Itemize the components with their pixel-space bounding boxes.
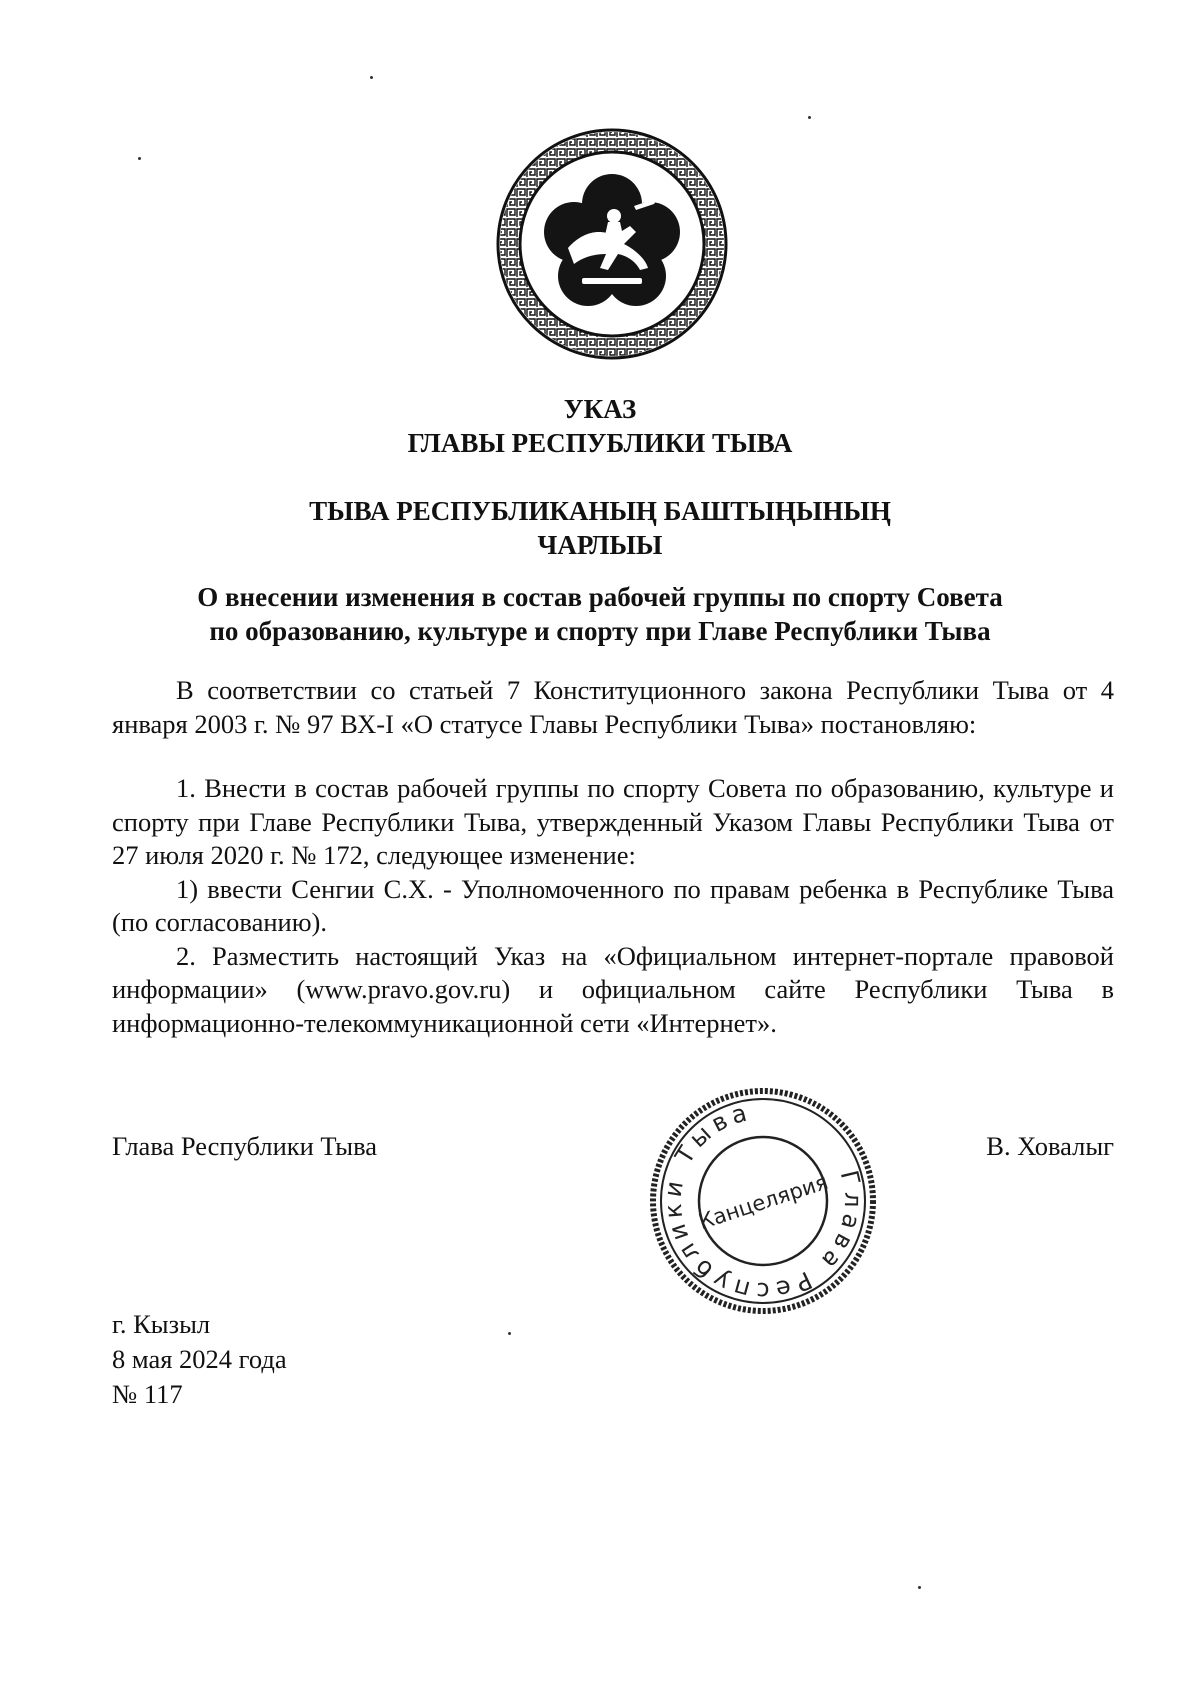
footer-date: 8 мая 2024 года [112, 1344, 287, 1374]
decree-header-tuvan [0, 494, 1200, 562]
signatory-name: В. Ховалыг [986, 1131, 1114, 1161]
scan-speck [508, 1332, 511, 1335]
intro-paragraph: В соответствии со статьей 7 Конституционного закона Республики Тыва от 4 января 2003 г. № 97 ВХ-I «О статусе Главы Республики Тыва» постановляю: [112, 675, 1114, 739]
scan-speck [370, 76, 373, 79]
scan-speck [138, 157, 141, 160]
header-tuvan-line2: ЧАРЛЫЫ [537, 530, 663, 560]
decree-header [0, 392, 1200, 460]
intro-paragraph-wrap [112, 674, 1114, 741]
stamp-center-text: Канцелярия [695, 1169, 831, 1235]
header-title: УКАЗ [563, 394, 637, 424]
tuva-emblem [496, 128, 728, 360]
scan-speck [918, 1586, 921, 1589]
title-line2: по образованию, культуре и спорту при Главе Республики Тыва [209, 616, 991, 646]
decree-title [0, 580, 1200, 648]
signatory-position: Глава Республики Тыва [112, 1131, 378, 1161]
decree-items [112, 772, 1114, 1040]
header-authority: ГЛАВЫ РЕСПУБЛИКИ ТЫВА [407, 428, 793, 458]
item-2: 2. Разместить настоящий Указ на «Официальном интернет-портале правовой информации» (www.pravo.gov.ru) и официальном сайте Республики Тыва в информационно-телекоммуникационной сети «Интернет». [112, 940, 1114, 1038]
item-1: 1. Внести в состав рабочей группы по спорту Совета по образованию, культуре и спорту при Главе Республики Тыва, утвержденный Указом Главы Республики Тыва от 27 июля 2020 г. № 172, следующее изменение: [112, 773, 1114, 870]
footer-city: г. Кызыл [112, 1309, 211, 1339]
header-tuvan-line1: ТЫВА РЕСПУБЛИКАНЫҢ БАШТЫҢЫНЫҢ [309, 496, 891, 526]
decree-footer [112, 1307, 287, 1412]
footer-number: № 117 [112, 1379, 183, 1409]
title-line1: О внесении изменения в состав рабочей группы по спорту Совета [197, 582, 1003, 612]
scan-speck [808, 116, 811, 119]
item-1-subitem-1: 1) ввести Сенгии С.Х. - Уполномоченного по правам ребенка в Республике Тыва (по согласованию). [112, 873, 1114, 937]
stamp-ring-text: Глава Республики Тыва [658, 1097, 868, 1306]
chancellery-stamp [646, 1084, 880, 1318]
